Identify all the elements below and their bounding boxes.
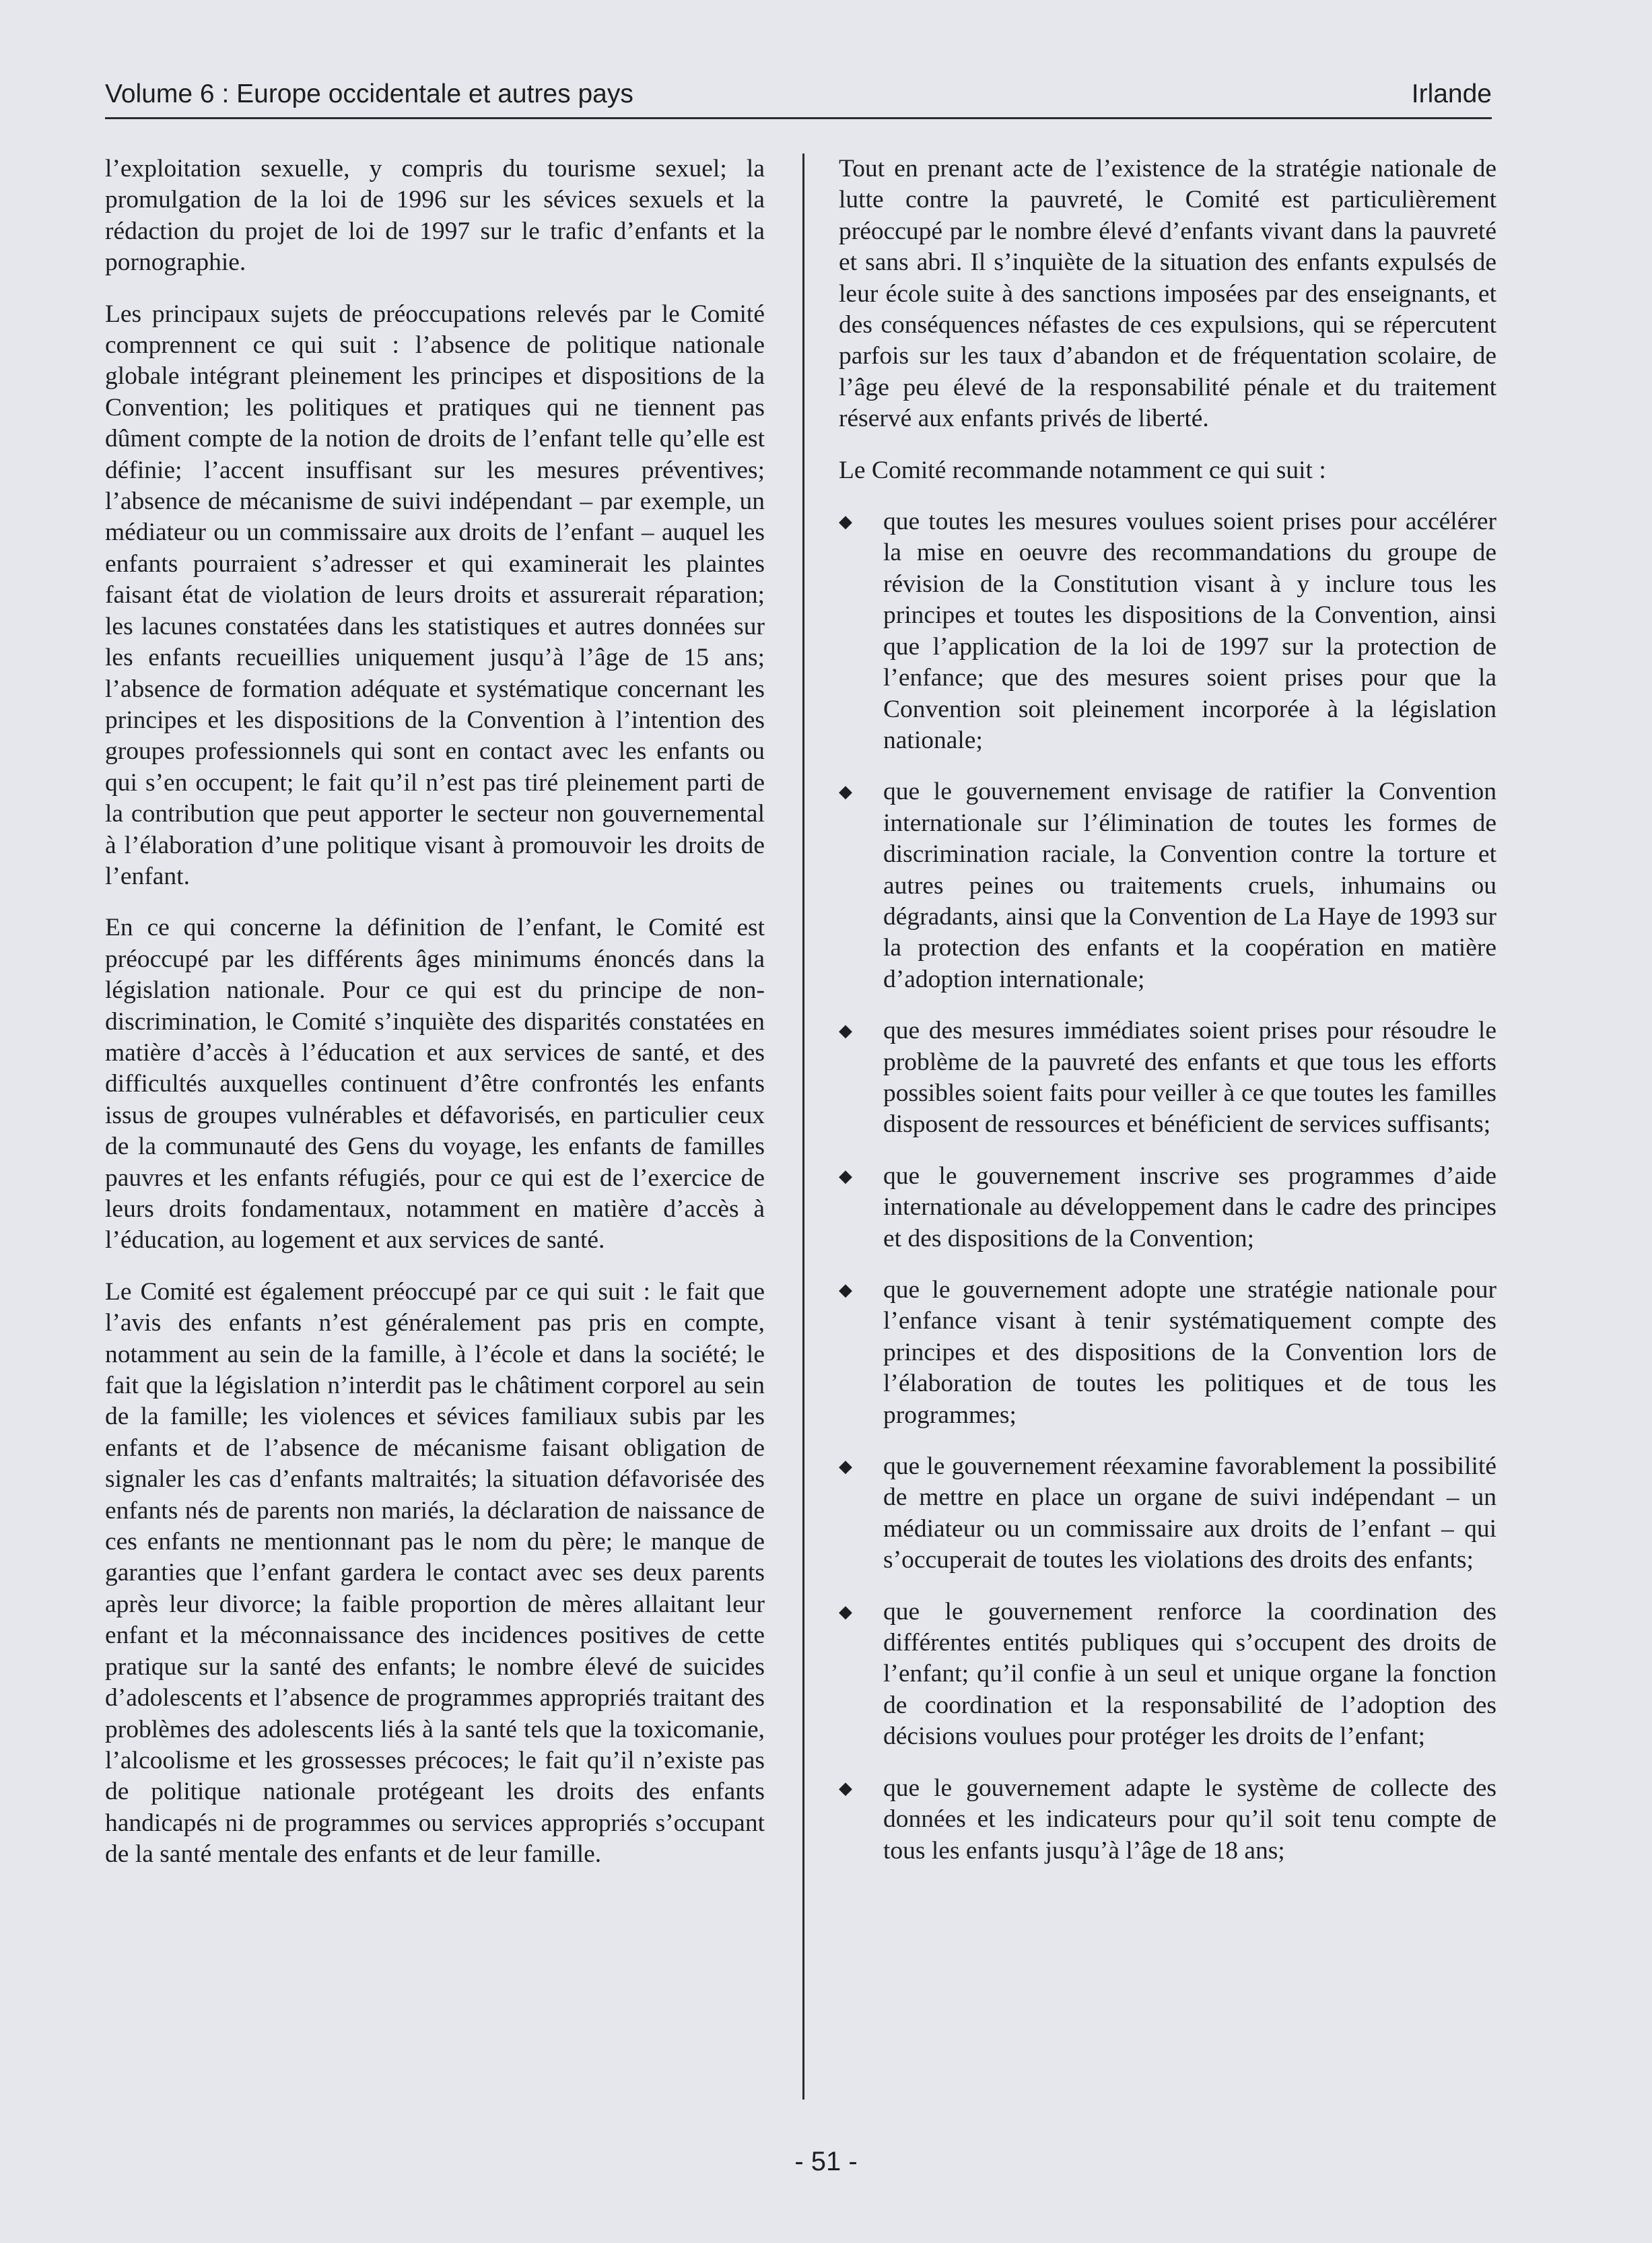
list-item-text: que le gouvernement réexamine favorablement la possibilité de mettre en place un organe de suivi indépendant – un médiateur ou un commissaire aux droits de l’enfant – qui s’occuperait de toutes les violations des droits des enfants; (883, 1452, 1496, 1574)
list-item-text: que toutes les mesures voulues soient prises pour accélérer la mise en oeuvre des recommandations du groupe de révision de la Constitution visant à y inclure tous les principes et toutes les dispositions de la Convention, ainsi que l’application de la loi de 1997 sur la protection de l’enfance; que des mesures soient prises pour que la Convention soit pleinement incorporée à la législation nationale; (883, 508, 1496, 754)
running-header (105, 75, 1492, 119)
column-divider (802, 154, 804, 2100)
paragraph: Les principaux sujets de préoccupations relevés par le Comité comprennent ce qui suit : l’absence de politique nationale globale intégrant pleinement les principes et dispositions de la Convention; les politiques et pratiques qui ne tiennent pas dûment compte de la notion de droits de l’enfant telle qu’elle est définie; l’accent insuffisant sur les mesures préventives; l’absence de mécanisme de suivi indépendant – par exemple, un médiateur ou un commissaire aux droits de l’enfant – auquel les enfants pourraient s’adresser et qui examinerait les plaintes faisant état de violation de leurs droits et assurerait réparation; les lacunes constatées dans les statistiques et autres données sur les enfants recueillies uniquement jusqu’à l’âge de 15 ans; l’absence de formation adéquate et systématique concernant les principes et les dispositions de la Convention à l’intention des groupes professionnels qui sont en contact avec les enfants ou qui s’en occupent; le fait qu’il n’est pas tiré pleinement parti de la contribution que peut apporter le secteur non gouvernemental à l’élaboration d’une politique visant à promouvoir les droits de l’enfant. (105, 300, 765, 890)
recommendations-list (839, 506, 1496, 1867)
diamond-bullet-icon: ◆ (839, 1021, 852, 1041)
diamond-bullet-icon: ◆ (839, 1166, 852, 1186)
list-item (839, 1773, 1496, 1867)
list-item-text: que le gouvernement adopte une stratégie nationale pour l’enfance visant à tenir systématiquement compte des principes et des dispositions de la Convention lors de l’élaboration de toutes les politiques et de tous les programmes; (883, 1276, 1496, 1429)
diamond-bullet-icon: ◆ (839, 1280, 852, 1300)
header-country: Irlande (1411, 79, 1492, 108)
page-number: - 51 - (794, 2147, 858, 2176)
paragraph: Tout en prenant acte de l’existence de la stratégie nationale de lutte contre la pauvreté, le Comité est particulièrement préoccupé par le nombre élevé d’enfants vivant dans la pauvreté et sans abri. Il s’inquiète de la situation des enfants expulsés de leur école suite à des sanctions imposées par des enseignants, et des conséquences néfastes de ces expulsions, qui se répercutent parfois sur les taux d’abandon et de fréquentation scolaire, de l’âge peu élevé de la responsabilité pénale et du traitement réservé aux enfants privés de liberté. (839, 155, 1496, 433)
list-item (839, 776, 1496, 995)
left-column (105, 154, 765, 1891)
header-volume-title: Volume 6 : Europe occidentale et autres pays (105, 79, 633, 108)
list-item (839, 506, 1496, 756)
list-item (839, 1451, 1496, 1576)
paragraph: Le Comité est également préoccupé par ce qui suit : le fait que l’avis des enfants n’est généralement pas pris en compte, notamment au sein de la famille, à l’école et dans la société; le fait que la législation n’interdit pas le châtiment corporel au sein de la famille; les violences et sévices familiaux subis par les enfants et de l’absence de mécanisme faisant obligation de signaler les cas d’enfants maltraités; la situation défavorisée des enfants nés de parents non mariés, la déclaration de naissance de ces enfants ne mentionnant pas le nom du père; le manque de garanties que l’enfant gardera le contact avec ses deux parents après leur divorce; la faible proportion de mères allaitant leur enfant et la méconnaissance des incidences positives de cette pratique sur la santé des enfants; le nombre élevé de suicides d’adolescents et l’absence de programmes appropriés traitant des problèmes des adolescents liés à la santé tels que la toxicomanie, l’alcoolisme et les grossesses précoces; le fait qu’il n’existe pas de politique nationale protégeant les droits des enfants handicapés ni de programmes ou services appropriés s’occupant de la santé mentale des enfants et de leur famille. (105, 1277, 765, 1869)
list-item-text: que des mesures immédiates soient prises pour résoudre le problème de la pauvreté des enfants et que tous les efforts possibles soient faits pour veiller à ce que toutes les familles disposent de ressources et bénéficient de services suffisants; (883, 1017, 1496, 1139)
list-item-text: que le gouvernement renforce la coordination des différentes entités publiques qui s’occupent des droits de l’enfant; qu’il confie à un seul et unique organe la fonction de coordination et la responsabilité de l’adoption des décisions voulues pour protéger les droits de l’enfant; (883, 1597, 1496, 1751)
paragraph: En ce qui concerne la définition de l’enfant, le Comité est préoccupé par les différents âges minimums énoncés dans la législation nationale. Pour ce qui est du principe de non-discrimination, le Comité s’inquiète des disparités constatées en matière d’accès à l’éducation et aux services de santé, et des difficultés auxquelles continuent d’être confrontés les enfants issus de groupes vulnérables et défavorisés, en particulier ceux de la communauté des Gens du voyage, les enfants de familles pauvres et les enfants réfugiés, pour ce qui est de l’exercice de leurs droits fondamentaux, notamment en matière d’accès à l’éducation, au logement et aux services de santé. (105, 914, 765, 1254)
right-column (839, 154, 1496, 1887)
list-item-text: que le gouvernement adapte le système de collecte des données et les indicateurs pour qu’il soit tenu compte de tous les enfants jusqu’à l’âge de 18 ans; (883, 1774, 1496, 1865)
diamond-bullet-icon: ◆ (839, 512, 852, 532)
list-item (839, 1275, 1496, 1431)
list-item-text: que le gouvernement inscrive ses programmes d’aide internationale au développement dans le cadre des principes et des dispositions de la Convention; (883, 1162, 1496, 1252)
list-item (839, 1161, 1496, 1254)
list-item-text: que le gouvernement envisage de ratifier la Convention internationale sur l’élimination de toutes les formes de discrimination raciale, la Convention contre la torture et autres peines ou traitements cruels, inhumains ou dégradants, ainsi que la Convention de La Haye de 1993 sur la protection des enfants et la coopération en matière d’adoption internationale; (883, 778, 1496, 993)
list-item (839, 1597, 1496, 1753)
diamond-bullet-icon: ◆ (839, 1778, 852, 1798)
paragraph: l’exploitation sexuelle, y compris du tourisme sexuel; la promulgation de la loi de 1996 sur les sévices sexuels et la rédaction du projet de loi de 1997 sur le trafic d’enfants et la pornographie. (105, 155, 765, 277)
list-item (839, 1015, 1496, 1141)
recommendations-lead: Le Comité recommande notamment ce qui suit : (839, 456, 1326, 484)
diamond-bullet-icon: ◆ (839, 782, 852, 802)
diamond-bullet-icon: ◆ (839, 1601, 852, 1621)
diamond-bullet-icon: ◆ (839, 1457, 852, 1477)
